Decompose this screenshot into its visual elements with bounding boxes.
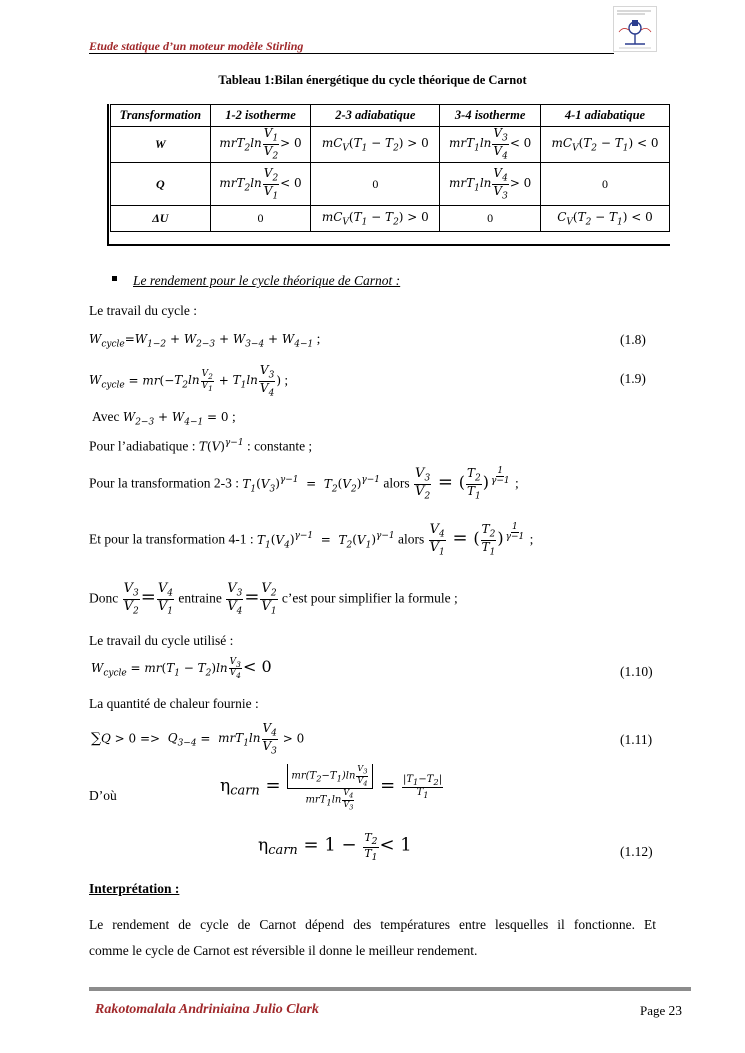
paragraph-text: Le travail du cycle utilisé : xyxy=(89,633,234,648)
paragraph-text: alors xyxy=(383,475,410,491)
table-cell-formula: $C_V(T_2 - T_1) < 0$ xyxy=(540,206,669,232)
running-header-title: Etude statique d’un moteur modèle Stirling xyxy=(89,39,304,53)
equation-number: (1.11) xyxy=(620,732,653,747)
table-cell-formula: mrT$_1$ln $\frac{V_4}{V_3}$ > 0 xyxy=(440,163,541,206)
paragraph-text: entraine xyxy=(178,590,222,606)
equation-1-12: $\eta_{carn} = 1$ − $\frac{T_2}{T_1}$ < 1 xyxy=(258,831,412,863)
row-label-delta-u: ΔU xyxy=(111,206,211,232)
bullet-icon xyxy=(112,276,117,281)
table-cell-formula: $mC_V(T_2 - T_1) < 0$ xyxy=(540,127,669,163)
table-header-cell: 3-4 isotherme xyxy=(440,105,541,127)
footer-author: Rakotomalala Andriniaina Julio Clark xyxy=(95,1002,319,1017)
equation-donc: Donc $\frac{V_3}{V_2}$ = $\frac{V_4}{V_1}$ entraine $\frac{V_3}{V_4}$ = $\frac{V_2}{V_1}$ c’est pour simplifier la formule ; xyxy=(89,581,458,617)
table-cell-formula: mrT$_1$ln $\frac{V_3}{V_4}$ < 0 xyxy=(440,127,541,163)
carnot-energy-table xyxy=(110,104,670,232)
equation-adiabatique: Pour l’adiabatique : $T(V)^{\gamma-1}$ : constante ; xyxy=(89,438,313,454)
section-heading: Le rendement pour le cycle théorique de Carnot : xyxy=(133,273,401,288)
paragraph-text: Et pour la transformation 4-1 : xyxy=(89,531,254,547)
paragraph-text: : constante ; xyxy=(246,438,313,454)
stirling-logo-icon xyxy=(613,6,657,52)
row-label-q: Q xyxy=(111,163,211,206)
equation-number: (1.12) xyxy=(620,844,653,859)
table-header-cell: 2-3 adiabatique xyxy=(311,105,440,127)
equation-number: (1.10) xyxy=(620,664,653,679)
equation-avec: Avec $W_{2-3} + W_{4-1} = 0$ ; xyxy=(92,409,236,428)
paragraph-text: Pour l’adiabatique : xyxy=(89,438,196,454)
paragraph-text: La quantité de chaleur fournie : xyxy=(89,696,259,711)
table-cell-formula: $mC_V(T_1 - T_2) > 0$ xyxy=(311,206,440,232)
table-cell-zero: 0 xyxy=(311,163,440,206)
paragraph-text: Donc xyxy=(89,590,119,606)
footer-rule xyxy=(89,987,691,991)
paragraph-text: Le rendement de cycle de Carnot dépend des températures entre lesquelles il fonctionne. Et xyxy=(89,917,656,932)
equation-transformation-4-1: Et pour la transformation 4-1 : $T_1(V_4)^{\gamma-1} = T_2(V_1)^{\gamma-1}$ alors $\frac{V_4}{V_1}$ = ( $\frac{T_2}{T_1}$ ) $^{\frac{1}{\gamma-1}}$ ; xyxy=(89,522,534,558)
equation-transformation-2-3: Pour la transformation 2-3 : $T_1(V_3)^{\gamma-1} = T_2(V_2)^{\gamma-1}$ alors $\frac{V_3}{V_2}$ = ( $\frac{T_2}{T_1}$ ) $^{\frac{1}{\gamma-1}}$ ; xyxy=(89,466,519,502)
equation-1-10: $W_{cycle} = mr(T_1 - T_2)\ln$ $\frac{V_3}{V_4}$ < 0 xyxy=(91,656,272,681)
table-border-shadow xyxy=(107,104,109,244)
paragraph-text: comme le cycle de Carnot est réversible il donne le meilleur rendement. xyxy=(89,943,478,958)
paragraph-text: D’où xyxy=(89,788,117,803)
table-cell-formula: mrT$_2$ln $\frac{V_2}{V_1}$ < 0 xyxy=(210,163,311,206)
equation-eta-derivation: $\eta_{carn}$ = $mr(T_2-T_1)\ln$ $\frac{V_3}{V_4}$ mrT$_1$ln $\frac{V_4}{V_3}$ = $\frac{|T_1-T_2|}{T_1}$ xyxy=(220,764,443,812)
header-rule xyxy=(89,53,614,54)
table-cell-zero: 0 xyxy=(210,206,311,232)
equation-number: (1.9) xyxy=(620,371,646,386)
paragraph-text: Avec xyxy=(92,409,120,424)
table-border-shadow xyxy=(107,244,670,246)
paragraph-text: Le travail du cycle : xyxy=(89,303,197,318)
equation-1-9: $W_{cycle} = mr(-T_2\ln$ $\frac{V_2}{V_1}$ + $T_1\ln$ $\frac{V_3}{V_4}$ ) ; xyxy=(89,363,289,399)
page-number-value: 23 xyxy=(668,1003,683,1018)
table-header-cell: 1-2 isotherme xyxy=(210,105,311,127)
table-cell-zero: 0 xyxy=(540,163,669,206)
equation-1-8: $W_{cycle}=W_{1-2} + W_{2-3} + W_{3-4} + W_{4-1}$ ; xyxy=(89,331,321,350)
table-header-cell: Transformation xyxy=(111,105,211,127)
equation-number: (1.8) xyxy=(620,332,646,347)
equation-1-11: $\sum Q > 0 => Q_{3-4} = mrT_1\ln$ $\frac{V_4}{V_3}$ > 0 xyxy=(91,721,305,757)
table-header-cell: 4-1 adiabatique xyxy=(540,105,669,127)
row-label-w: W xyxy=(111,127,211,163)
interpretation-heading: Interprétation : xyxy=(89,881,180,896)
table-cell-formula: $mC_V(T_1 - T_2) > 0$ xyxy=(311,127,440,163)
paragraph-text: c’est pour simplifier la formule ; xyxy=(281,590,458,606)
paragraph-text: alors xyxy=(398,531,425,547)
page-number xyxy=(640,1003,682,1019)
page-label: Page xyxy=(640,1003,666,1018)
paragraph-text: Pour la transformation 2-3 : xyxy=(89,475,239,491)
table-cell-formula: mrT$_2$ln $\frac{V_1}{V_2}$ > 0 xyxy=(210,127,311,163)
table-caption: Tableau 1:Bilan énergétique du cycle théorique de Carnot xyxy=(218,73,527,87)
table-cell-zero: 0 xyxy=(440,206,541,232)
